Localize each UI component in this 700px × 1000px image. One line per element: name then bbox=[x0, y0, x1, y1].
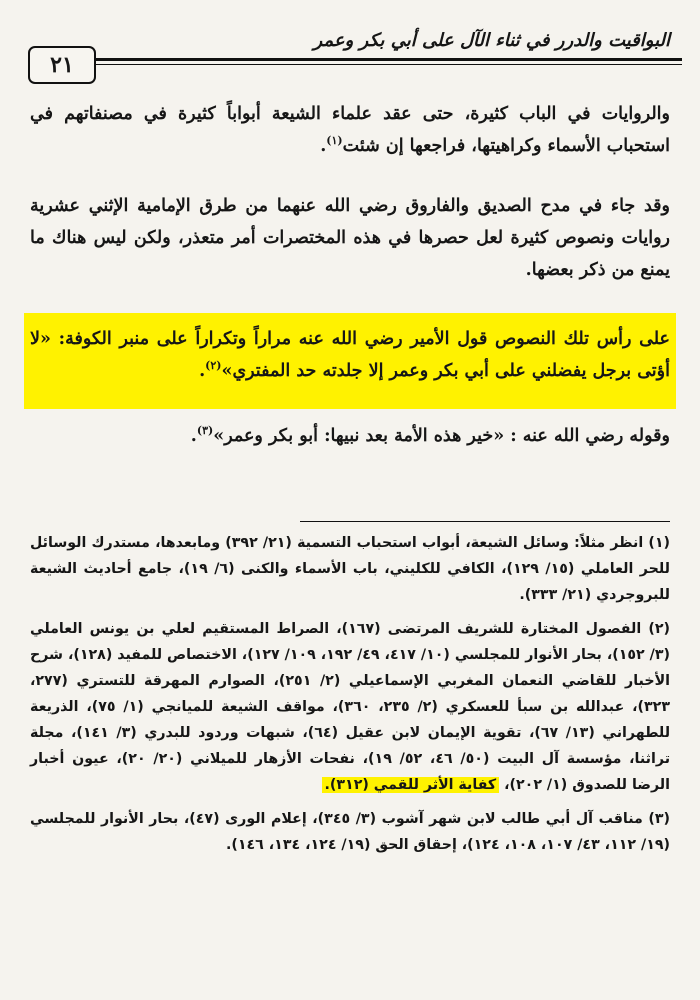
page-number: ٢١ bbox=[28, 46, 96, 84]
header-rule bbox=[88, 58, 682, 61]
paragraph-4-text: وقوله رضي الله عنه : «خير هذه الأمة بعد نبيها: أبو بكر وعمر» bbox=[213, 426, 670, 446]
paragraph-4: وقوله رضي الله عنه : «خير هذه الأمة بعد نبيها: أبو بكر وعمر»$^{(٣)}$. bbox=[190, 424, 670, 446]
paragraph-1: والروايات في الباب كثيرة، حتى عقد علماء الشيعة أبواباً كثيرة في مصنفاتهم في استحباب الأسماء وكراهيتها، فراجعها إن شئت$^{(١)}$. bbox=[30, 104, 670, 156]
footnote-2 bbox=[30, 616, 670, 798]
highlighted-quote-text: على رأس تلك النصوص قول الأمير رضي الله عنه مراراً وتكراراً على منبر الكوفة: «لا أؤتى برجل يفضلني على أبي بكر وعمر إلا جلدته حد المفتري» bbox=[30, 329, 670, 381]
footnotes bbox=[30, 530, 670, 866]
paragraph-1-text: والروايات في الباب كثيرة، حتى عقد علماء الشيعة أبواباً كثيرة في مصنفاتهم في استحباب الأسماء وكراهيتها، فراجعها إن شئت bbox=[30, 104, 670, 156]
paragraph-2: وقد جاء في مدح الصديق والفاروق رضي الله عنهما من طرق الإمامية الإثني عشرية روايات ونصوص كثيرة لعل حصرها في هذه المختصرات أمر متعذر، ولكن ليس هناك ما يمنع من ذكر بعضها. bbox=[30, 196, 670, 280]
header-rule-thin bbox=[88, 64, 682, 65]
footnote-2-text: (٢) الفصول المختارة للشريف المرتضى (١٦٧)، الصراط المستقيم لعلي بن يونس العاملي (٣/ ١٥٢)، بحار الأنوار للمجلسي (١٠/ ٤١٧، ٤٩/ ١٩٢، ١٠٩/ ١٢٧)، الاختصاص للمفيد (١٢٨)، شرح الأخبار للقاضي النعمان المغربي الإسماعيلي (٢/ ٢٥١)، الصوارم المهرقة للتستري (٢٧٧، ٣٢٣)، عبدالله بن سبأ للعسكري (٢/ ٢٣٥، ٣٦٠)، مواقف الشيعة للميانجي (١/ ٧٥)، الذريعة للطهراني (١٣/ ٦٧)، تقوية الإيمان لابن عقيل (٦٤)، شبهات وردود للبدري (٣/ ١٤١)، مجلة تراثنا، مؤسسة آل البيت (٥٠/ ٤٦، ٥٢/ ١٩)، نفحات الأزهار للميلاني (٢٠/ ٢٠)، عيون أخبار الرضا للصدوق (١/ ٢٠٢)، bbox=[30, 621, 671, 793]
page-header bbox=[18, 22, 682, 82]
footnote-1: (١) انظر مثلاً: وسائل الشيعة، أبواب استحباب التسمية (٢١/ ٣٩٢) ومابعدها، مستدرك الوسائل للحر العاملي (١٥/ ١٢٩)، الكافي للكليني، باب الأسماء والكنى (٦/ ١٩)، جامع أحاديث الشيعة للبروجردي (٢١/ ٣٣٣). bbox=[30, 535, 670, 603]
highlighted-quote: على رأس تلك النصوص قول الأمير رضي الله عنه مراراً وتكراراً على منبر الكوفة: «لا أؤتى برجل يفضلني على أبي بكر وعمر إلا جلدته حد المفتري»$^{(٢)}$. bbox=[30, 329, 670, 381]
footnote-ref-3[interactable]: (٣) bbox=[196, 424, 214, 438]
footnote-ref-2[interactable]: (٢) bbox=[205, 359, 222, 373]
footnote-separator bbox=[300, 521, 670, 522]
footnote-ref-1[interactable]: (١) bbox=[326, 134, 343, 148]
footnote-3: (٣) مناقب آل أبي طالب لابن شهر آشوب (٣/ ٣٤٥)، إعلام الورى (٤٧)، بحار الأنوار للمجلسي (١٩/ ١١٢، ٤٣/ ١٠٧، ١٠٨، ١٢٤)، إحقاق الحق (١٩/ ١٢٤، ١٣٤، ١٤٦). bbox=[30, 811, 671, 853]
running-title: البواقيت والدرر في ثناء الآل على أبي بكر وعمر bbox=[313, 30, 670, 51]
footnote-2-highlight: كفاية الأثر للقمي (٣١٢). bbox=[322, 777, 500, 793]
